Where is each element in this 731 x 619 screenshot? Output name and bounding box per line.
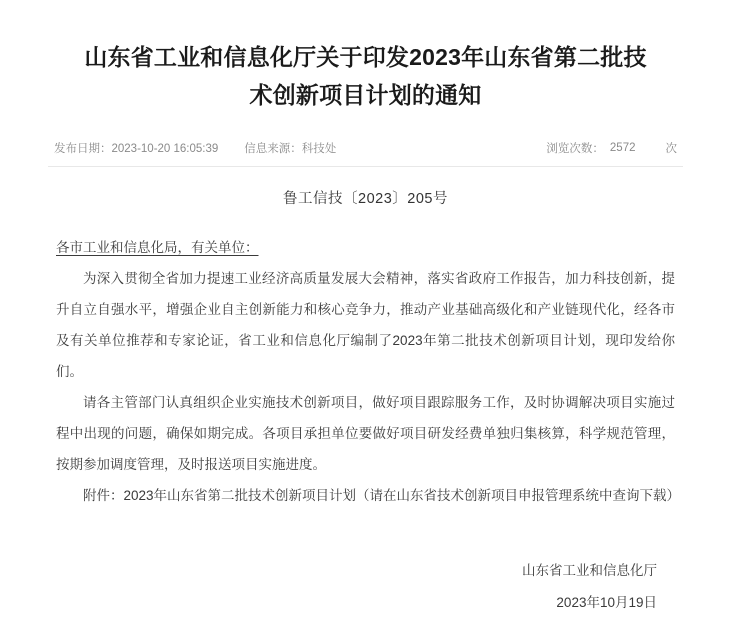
page-title: 山东省工业和信息化厅关于印发2023年山东省第二批技术创新项目计划的通知 (84, 44, 647, 108)
publish-date-value: 2023-10-20 16:05:39 (111, 143, 219, 155)
publish-date-item (54, 140, 218, 156)
body-paragraph-2: 请各主管部门认真组织企业实施技术创新项目，做好项目跟踪服务工作，及时协调解决项目实施过程中出现的问题，确保如期完成。各项目承担单位要做好项目研发经费单独归集核算，科学规范管理，按期参加调度管理，及时报送项目实施进度。 (56, 395, 675, 472)
document-number: 鲁工信技〔2023〕205号 (283, 191, 448, 207)
signature-date: 2023年10月19日 (556, 595, 657, 610)
publish-date-label: 发布日期： (54, 143, 112, 155)
body-paragraph-1: 为深入贯彻全省加力提速工业经济高质量发展大会精神，落实省政府工作报告，加力科技创新，提升自立自强水平，增强企业自主创新能力和核心竞争力，推动产业基础高级化和产业链现代化，经各市及有关单位推荐和专家论证，省工业和信息化厅编制了2023年第二批技术创新项目计划，现印发给你们。 (56, 271, 675, 379)
document-meta-bar (48, 140, 683, 167)
meta-left-group (54, 140, 362, 156)
views-label: 浏览次数： (546, 143, 604, 155)
views-unit: 次 (665, 143, 677, 155)
meta-right-group (546, 140, 677, 156)
source-item (244, 140, 336, 156)
signature-organization: 山东省工业和信息化厅 (522, 563, 657, 578)
views-count: 2572 (609, 142, 636, 154)
source-value: 科技处 (301, 143, 337, 155)
document-body (48, 232, 683, 511)
attachment-line: 附件：2023年山东省第二批技术创新项目计划（请在山东省技术创新项目申报管理系统中查询下载） (83, 488, 681, 503)
source-label: 信息来源： (244, 143, 302, 155)
salutation-text: 各市工业和信息化局，有关单位： (56, 240, 259, 255)
document-signature (48, 555, 683, 619)
salutation (56, 232, 675, 263)
